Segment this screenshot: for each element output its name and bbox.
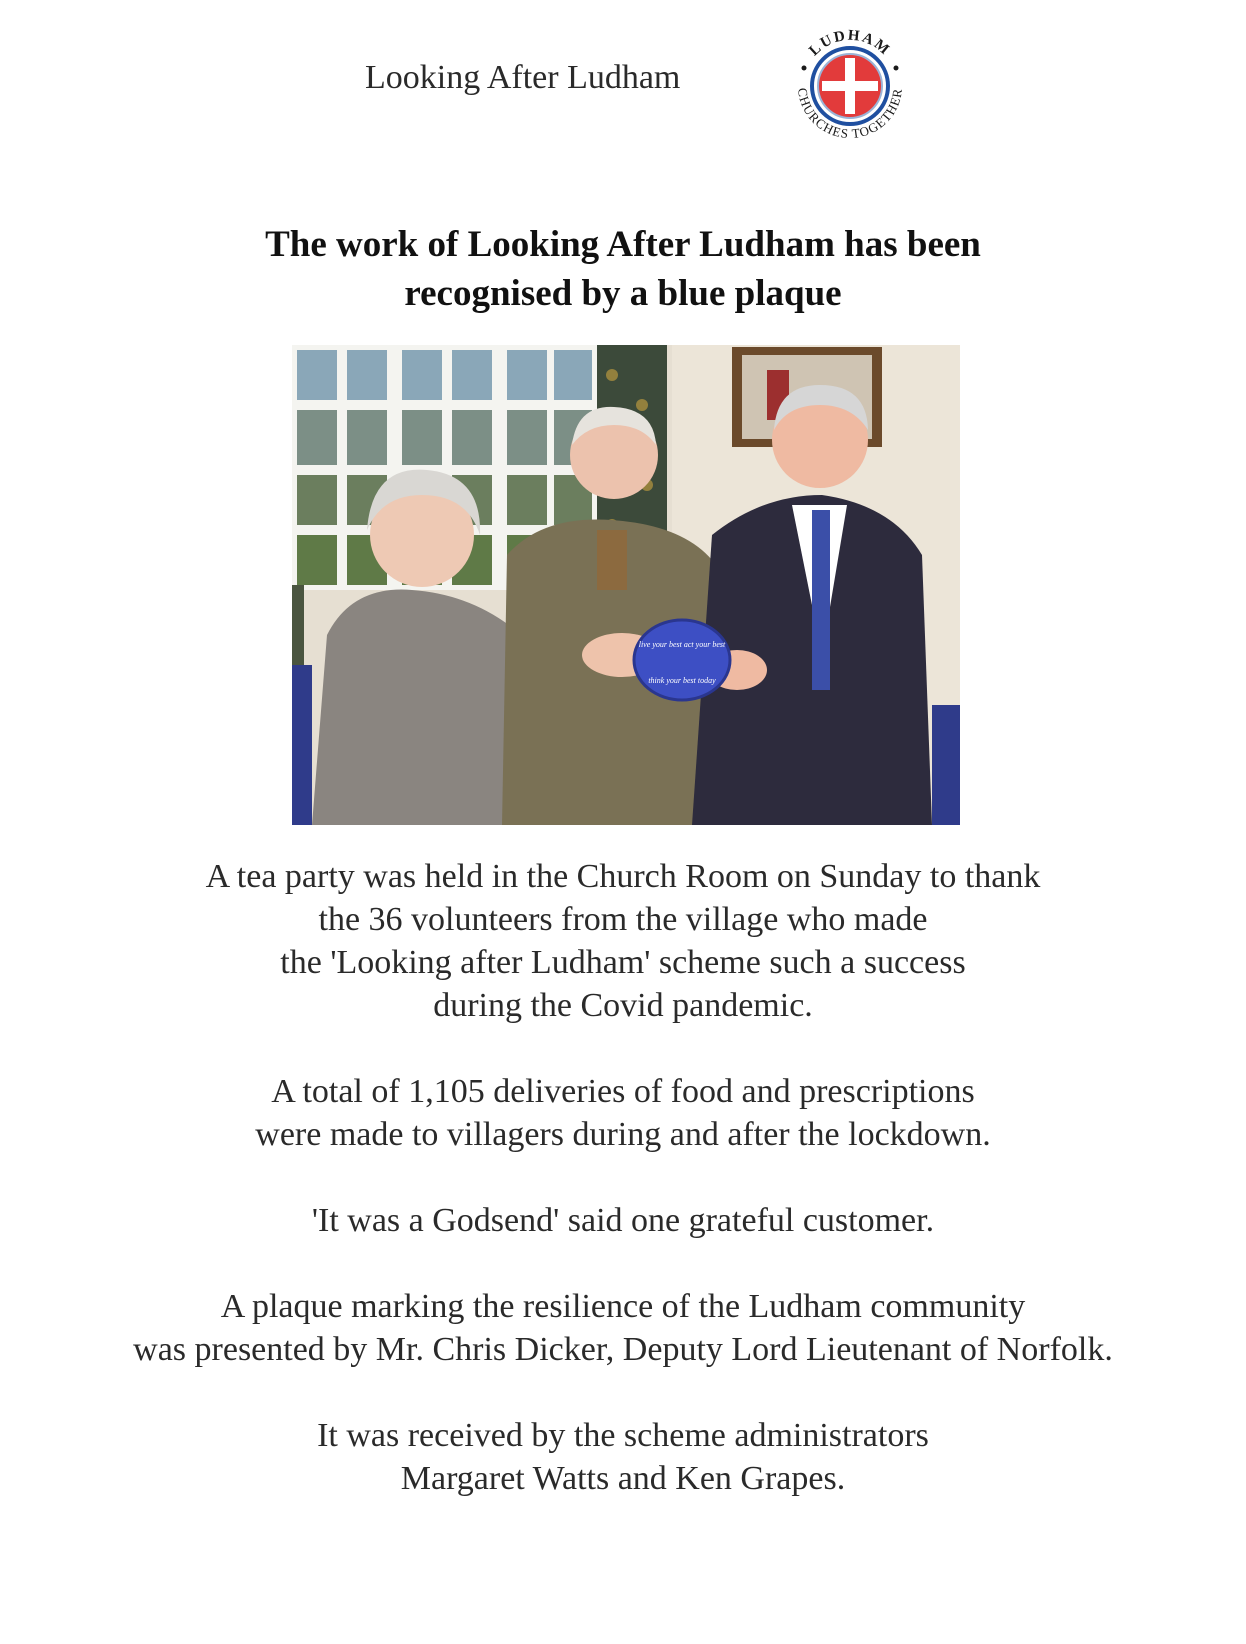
plaque-bottom-text: think your best today [648,676,716,685]
paragraph-line: Margaret Watts and Ken Grapes. [400,1460,846,1497]
plaque-top-text: live your best act your best [638,640,726,649]
paragraph-line: the 36 volunteers from the village who made [318,901,928,938]
paragraph-line: the 'Looking after Ludham' scheme such a success [280,944,966,981]
plaque-presentation-photo [292,345,960,825]
headline-line: recognised by a blue plaque [404,273,842,314]
logo-bottom-text: CHURCHES TOGETHER [794,86,906,142]
paragraph-line: A total of 1,105 deliveries of food and prescriptions [271,1073,975,1110]
paragraph-line: A tea party was held in the Church Room on Sunday to thank [205,858,1041,895]
paragraph-line: It was received by the scheme administrators [317,1417,929,1454]
paragraph [0,1414,1246,1500]
paragraph-line: A plaque marking the resilience of the Ludham community [220,1288,1026,1325]
paragraph [0,855,1246,1027]
article-body [0,855,1246,1543]
headline-line: The work of Looking After Ludham has been [265,224,981,265]
paragraph-line: were made to villagers during and after the lockdown. [255,1116,991,1153]
page-header-title: Looking After Ludham [365,59,681,96]
paragraph-line: during the Covid pandemic. [433,987,813,1024]
headline [0,220,1246,318]
paragraph-line: 'It was a Godsend' said one grateful customer. [311,1202,935,1239]
paragraph [0,1199,1246,1242]
paragraph [0,1285,1246,1371]
ludham-churches-together-logo [780,20,920,150]
logo-top-text: LUDHAM [806,27,894,60]
paragraph-line: was presented by Mr. Chris Dicker, Deputy Lord Lieutenant of Norfolk. [133,1331,1113,1368]
paragraph [0,1070,1246,1156]
